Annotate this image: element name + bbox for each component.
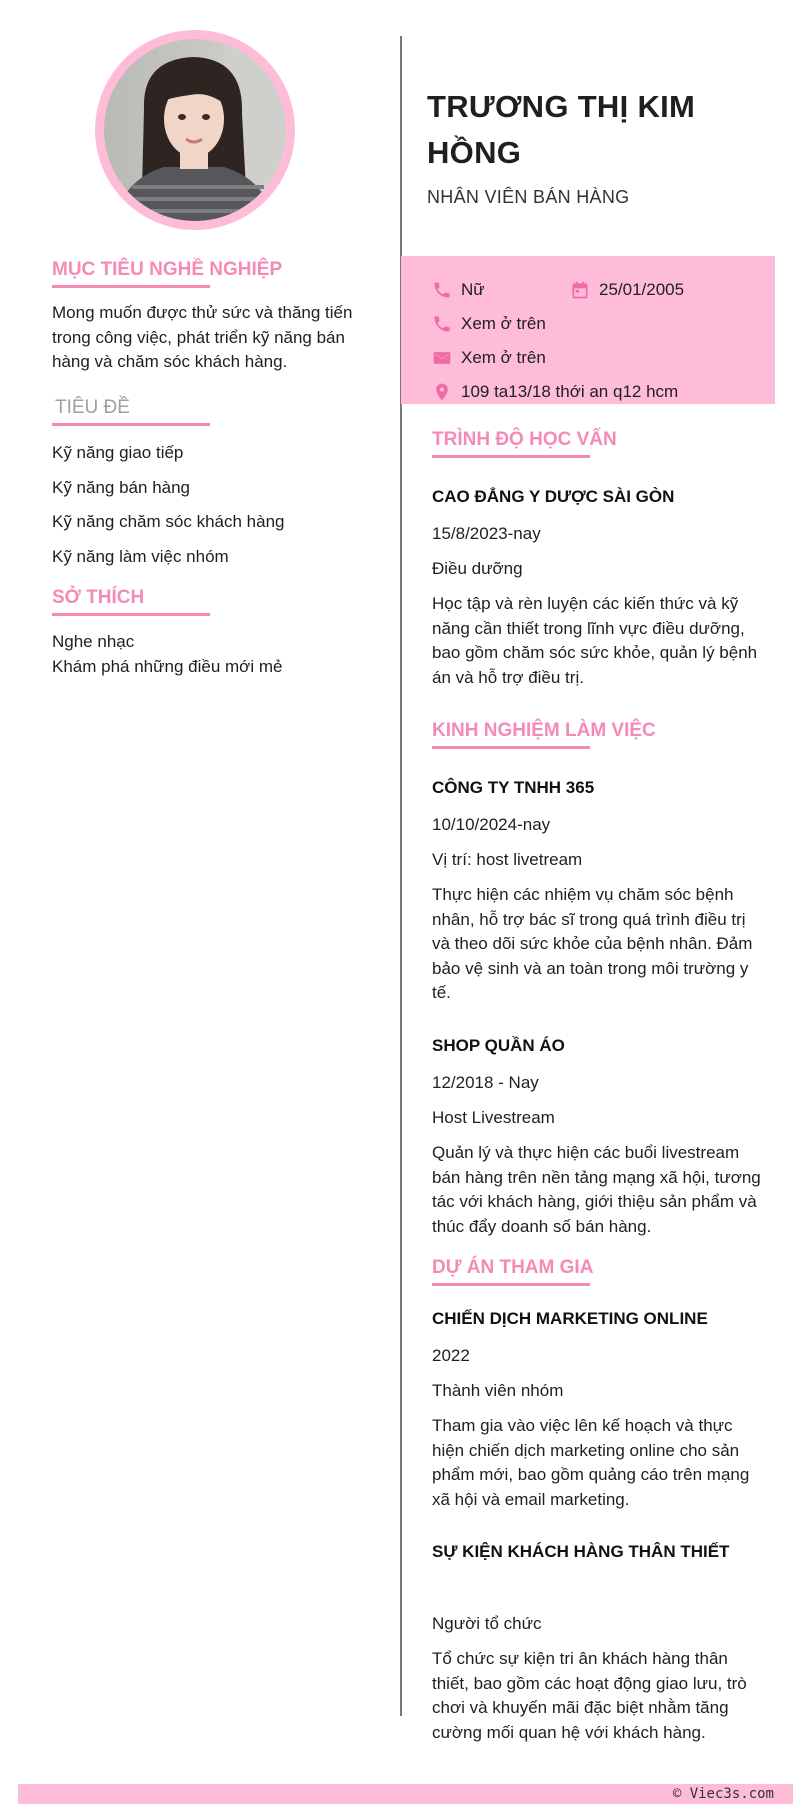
project-role: Thành viên nhóm — [432, 1381, 564, 1400]
section-underline — [432, 746, 590, 749]
career-objective-text: Mong muốn được thử sức và thăng tiến trong công việc, phát triển kỹ năng bán hàng và chăm sóc khách hàng. — [52, 303, 353, 371]
job-period: 10/10/2024-nay — [432, 815, 551, 834]
section-heading: DỰ ÁN THAM GIA — [432, 1257, 594, 1278]
project-year: 2022 — [432, 1346, 470, 1365]
phone-icon — [431, 279, 453, 301]
contact-phone — [431, 312, 546, 336]
profile-photo — [104, 39, 286, 221]
education-section — [432, 428, 617, 458]
hobbies-section — [52, 586, 210, 616]
section-heading: MỤC TIÊU NGHỀ NGHIỆP — [52, 259, 283, 280]
section-underline — [52, 423, 210, 426]
hobby-item: Khám phá những điều mới mẻ — [52, 657, 283, 676]
skill-item: Kỹ năng chăm sóc khách hàng — [52, 512, 285, 531]
education-major: Điều dưỡng — [432, 559, 523, 578]
skill-item: Kỹ năng bán hàng — [52, 478, 191, 497]
job-period: 12/2018 - Nay — [432, 1073, 539, 1092]
job-company: SHOP QUẦN ÁO — [432, 1036, 565, 1055]
contact-address-text: 109 ta13/18 thới an q12 hcm — [461, 382, 679, 401]
career-objective-section — [52, 258, 283, 288]
experience-section — [432, 719, 656, 749]
job-description: Quản lý và thực hiện các buổi livestream bán hàng trên nền tảng mạng xã hội, tương tác với khách hàng, giới thiệu sản phẩm và thúc đẩy doanh số bán hàng. — [432, 1143, 761, 1236]
project-name: SỰ KIỆN KHÁCH HÀNG THÂN THIẾT — [432, 1542, 730, 1561]
job-description: Thực hiện các nhiệm vụ chăm sóc bệnh nhân, hỗ trợ bác sĩ trong quá trình điều trị và theo dõi sức khỏe của bệnh nhân. Đảm bảo vệ sinh và an toàn trong môi trường y tế. — [432, 885, 753, 1003]
job-position: Host Livestream — [432, 1108, 555, 1127]
job-company: CÔNG TY TNHH 365 — [432, 778, 595, 797]
envelope-icon — [431, 347, 453, 369]
section-underline — [52, 613, 210, 616]
section-heading: TIÊU ĐỀ — [55, 397, 130, 418]
contact-birthday — [569, 278, 684, 302]
section-heading: SỞ THÍCH — [52, 587, 145, 608]
contact-gender — [431, 278, 485, 302]
skill-item: Kỹ năng giao tiếp — [52, 443, 184, 462]
contact-address — [431, 380, 678, 404]
contact-phone-text: Xem ở trên — [461, 314, 546, 333]
section-underline — [432, 1283, 590, 1286]
footer-watermark: © Viec3s.com — [672, 1786, 774, 1802]
projects-section — [432, 1256, 594, 1286]
candidate-name: TRƯƠNG THỊ KIM HỒNG — [427, 89, 696, 170]
location-pin-icon — [431, 381, 453, 403]
skills-section — [52, 396, 210, 426]
calendar-icon — [569, 279, 591, 301]
job-position: Vị trí: host livetream — [432, 850, 583, 869]
contact-gender-text: Nữ — [461, 280, 485, 299]
contact-email — [431, 346, 546, 370]
education-period: 15/8/2023-nay — [432, 524, 541, 543]
portrait-illustration — [104, 39, 286, 221]
job-title: NHÂN VIÊN BÁN HÀNG — [427, 187, 630, 207]
contact-birthday-text: 25/01/2005 — [599, 280, 685, 299]
section-heading: KINH NGHIỆM LÀM VIỆC — [432, 720, 656, 741]
section-heading: TRÌNH ĐỘ HỌC VẤN — [432, 429, 617, 450]
education-description: Học tập và rèn luyện các kiến thức và kỹ năng cần thiết trong lĩnh vực điều dưỡng, bao gồm chăm sóc sức khỏe, quản lý bệnh án và hỗ trợ điều trị. — [432, 594, 758, 687]
section-underline — [432, 455, 590, 458]
education-school: CAO ĐẲNG Y DƯỢC SÀI GÒN — [432, 487, 675, 506]
contact-box — [401, 256, 775, 404]
project-description: Tổ chức sự kiện tri ân khách hàng thân thiết, bao gồm các hoạt động giao lưu, trò chơi và khuyến mãi đặc biệt nhằm tăng cường mối quan hệ với khách hàng. — [432, 1649, 747, 1742]
hobby-item: Nghe nhạc — [52, 632, 135, 651]
project-description: Tham gia vào việc lên kế hoạch và thực hiện chiến dịch marketing online cho sản phẩm mới, bao gồm quảng cáo trên mạng xã hội và email marketing. — [432, 1416, 750, 1509]
contact-email-text: Xem ở trên — [461, 348, 546, 367]
skill-item: Kỹ năng làm việc nhóm — [52, 547, 229, 566]
project-role: Người tổ chức — [432, 1614, 542, 1633]
avatar — [95, 30, 295, 230]
project-name: CHIẾN DỊCH MARKETING ONLINE — [432, 1309, 708, 1328]
phone-icon — [431, 313, 453, 335]
section-underline — [52, 285, 210, 288]
